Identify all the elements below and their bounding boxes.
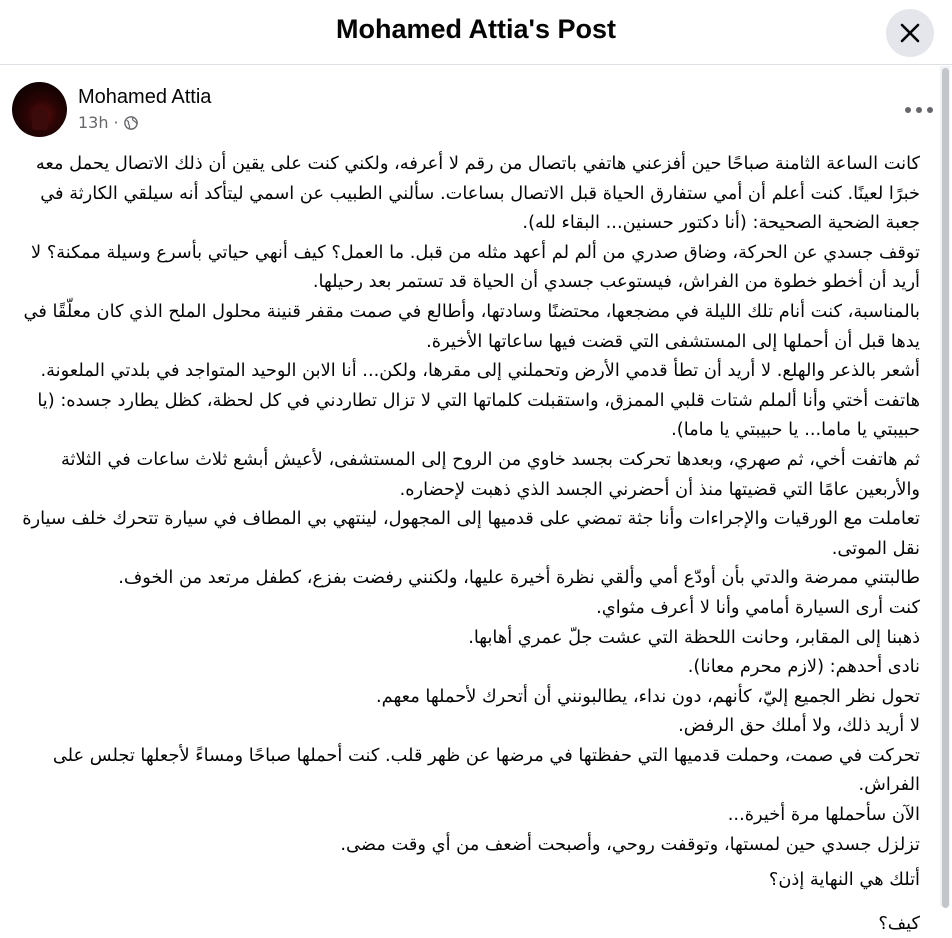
- post-paragraph: كنت أرى السيارة أمامي وأنا لا أعرف مثواي.: [596, 596, 920, 618]
- more-options-button[interactable]: [902, 98, 936, 122]
- meta-separator: ·: [113, 113, 119, 132]
- post-meta: [78, 113, 138, 132]
- post-paragraph: توقف جسدي عن الحركة، وضاق صدري من ألم لم أعهد مثله من قبل. ما العمل؟ كيف أنهي حياتي بأسرع وسيلة ممكنة؟ لا أريد أن أخطو خطوة من الفراش، فيستوعب جسدي أن الحياة قد تستمر بعد رحيلها.: [31, 241, 920, 293]
- author-name[interactable]: Mohamed Attia: [78, 86, 212, 108]
- post-paragraph: بالمناسبة، كنت أنام تلك الليلة في مضجعها، محتضنًا وسادتها، وأطالع في صمت مقفر قنينة محلول الملح الذي كان معلّقًا في يدها قبل أن أحملها إلى المستشفى التي قضت فيها ساعاتها الأخيرة.: [23, 300, 920, 352]
- post-author-row: [12, 82, 942, 142]
- post-paragraph: تحول نظر الجميع إليّ، كأنهم، دون نداء، يطالبونني أن أتحرك لأحملها معهم.: [376, 685, 920, 707]
- globe-icon: [124, 116, 138, 130]
- dialog-title: Mohamed Attia's Post: [336, 14, 616, 44]
- post-text: [22, 149, 920, 938]
- post-paragraph: لا أريد ذلك، ولا أملك حق الرفض.: [678, 715, 920, 737]
- post-paragraph: طالبتني ممرضة والدتي بأن أودّع أمي وألقي نظرة أخيرة عليها، ولكنني رفضت بفزع، كطفل مرتعد من الخوف.: [118, 567, 920, 589]
- post-paragraph: كانت الساعة الثامنة صباحًا حين أفزعني هاتفي باتصال من رقم لا أعرفه، ولكني كنت على يقين أن ذلك الاتصال يحمل معه خبرًا لعينًا. كنت أعلم أن أمي ستفارق الحياة قبل الاتصال بساعات. سألني الطبيب عن اسمي ليتأكد أنه سيلقي الكارثة في جعبة الضحية الصحيحة: (أنا دكتور حسنين... البقاء لله).: [35, 153, 920, 234]
- post-paragraph: نادى أحدهم: (لازم محرم معانا).: [687, 656, 920, 678]
- post-paragraph: تعاملت مع الورقيات والإجراءات وأنا جثة تمضي على قدميها إلى المجهول، لينتهي بي المطاف في سيارة تتحرك خلف سيارة نقل الموتى.: [22, 508, 920, 559]
- post-paragraph: هاتفت أختي وأنا ألملم شتات قلبي الممزق، واستقبلت كلماتها التي لا تزال تطاردني في كل لحظة، كظل يطارد جسده: (يا حبيبتي يا ماما... يا حبيبتي يا ماما).: [37, 389, 920, 441]
- post-paragraph: تحركت في صمت، وحملت قدميها التي حفظتها في مرضها عن ظهر قلب. كنت أحملها صباحًا ومساءً لأجعلها تجلس على الفراش.: [52, 744, 920, 796]
- post-paragraph: تزلزل جسدي حين لمستها، وتوقفت روحي، وأصبحت أضعف من أي وقت مضى.: [340, 833, 920, 855]
- close-icon: [900, 23, 920, 43]
- post-paragraph: أتلك هي النهاية إذن؟: [768, 869, 920, 891]
- scrollbar-thumb[interactable]: [942, 68, 949, 908]
- close-button[interactable]: [886, 9, 934, 57]
- post-paragraph: أشعر بالذعر والهلع. لا أريد أن تطأ قدمي الأرض وتحملني إلى مقرها، ولكن... أنا الابن الوحيد المتواجد في بلدتي الملعونة.: [40, 360, 920, 382]
- avatar[interactable]: [12, 82, 67, 137]
- post-timestamp[interactable]: 13h: [78, 113, 109, 132]
- post-dialog-header: [0, 0, 952, 65]
- post-paragraph: ذهبنا إلى المقابر، وحانت اللحظة التي عشت جلّ عمري أهابها.: [468, 626, 920, 648]
- post-paragraph: ثم هاتفت أخي، ثم صهري، وبعدها تحركت بجسد خاوي من الروح إلى المستشفى، لأعيش أبشع ثلاث ساعات في الثلاثة والأربعين عامًا التي قضيتها منذ أن أحضرني الجسد الذي ذهبت لإحضاره.: [61, 448, 920, 500]
- post-paragraph: الآن سأحملها مرة أخيرة...: [727, 804, 920, 826]
- post-paragraph: كيف؟: [878, 912, 920, 934]
